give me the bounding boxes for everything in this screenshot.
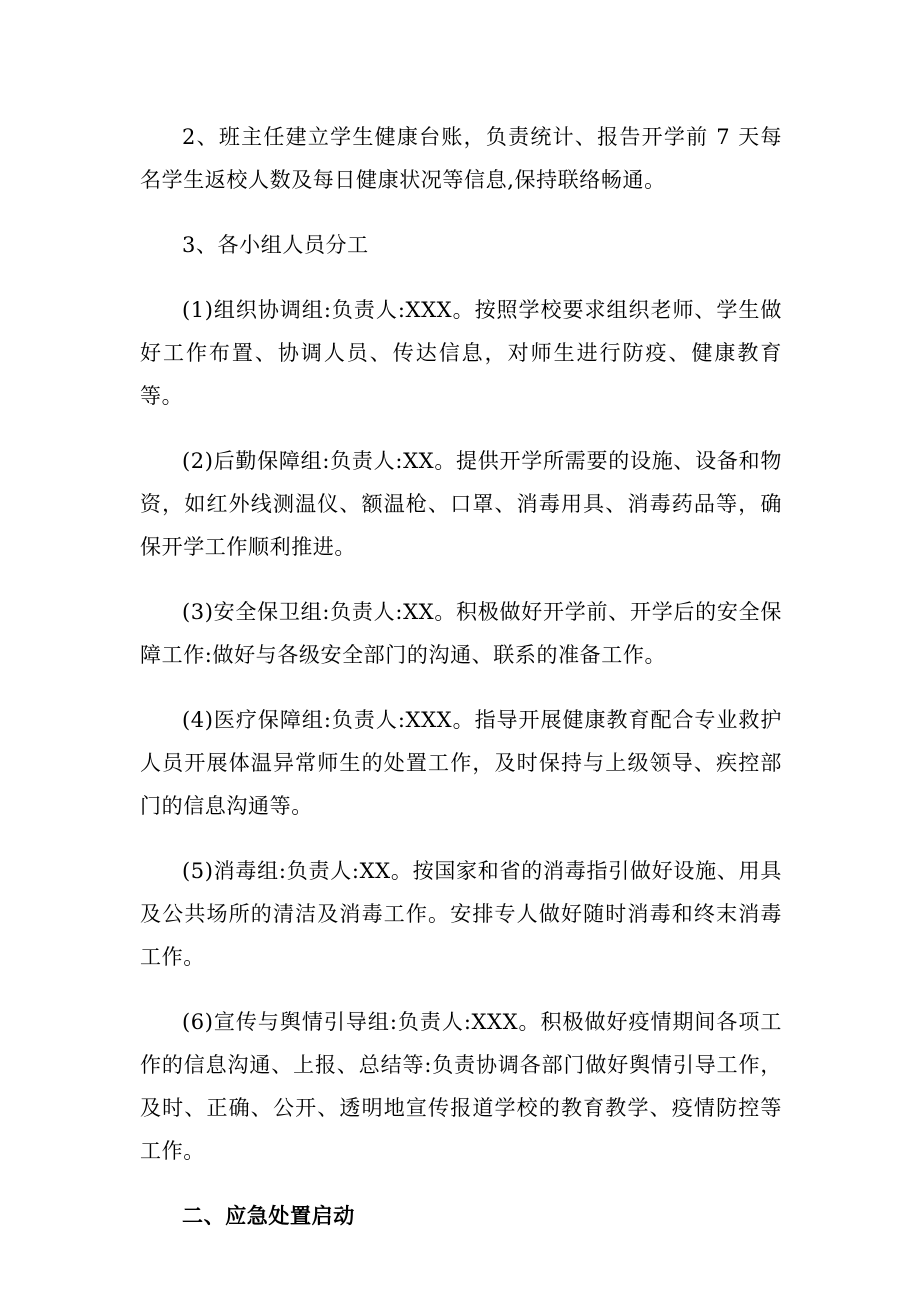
paragraph-coordination-group: (1)组织协调组:负责人:XXX。按照学校要求组织老师、学生做好工作布置、协调人员、传达信息，对师生进行防疫、健康教育等。	[140, 298, 782, 408]
paragraph-health-ledger: 2、班主任建立学生健康台账，负责统计、报告开学前 7 天每名学生返校人数及每日健康状况等信息,保持联络畅通。	[140, 125, 782, 192]
paragraph-medical-group: (4)医疗保障组:负责人:XXX。指导开展健康教育配合专业救护人员开展体温异常师生的处置工作，及时保持与上级领导、疾控部门的信息沟通等。	[140, 708, 782, 818]
paragraph-logistics-group: (2)后勤保障组:负责人:XX。提供开学所需要的设施、设备和物资，如红外线测温仪、额温枪、口罩、消毒用具、消毒药品等，确保开学工作顺利推进。	[140, 449, 782, 559]
document-page	[140, 116, 782, 1238]
section-heading-emergency: 二、应急处置启动	[182, 1204, 355, 1228]
paragraph-publicity-group: (6)宣传与舆情引导组:负责人:XXX。积极做好疫情期间各项工作的信息沟通、上报、总结等:负责协调各部门做好舆情引导工作，及时、正确、公开、透明地宣传报道学校的教育教学、疫情防控等工作。	[140, 1010, 782, 1163]
paragraph-disinfection-group: (5)消毒组:负责人:XX。按国家和省的消毒指引做好设施、用具及公共场所的清洁及消毒工作。安排专人做好随时消毒和终末消毒工作。	[140, 859, 782, 969]
paragraph-group-division-title: 3、各小组人员分工	[182, 233, 369, 257]
paragraph-security-group: (3)安全保卫组:负责人:XX。积极做好开学前、开学后的安全保障工作:做好与各级安全部门的沟通、联系的准备工作。	[140, 600, 782, 667]
